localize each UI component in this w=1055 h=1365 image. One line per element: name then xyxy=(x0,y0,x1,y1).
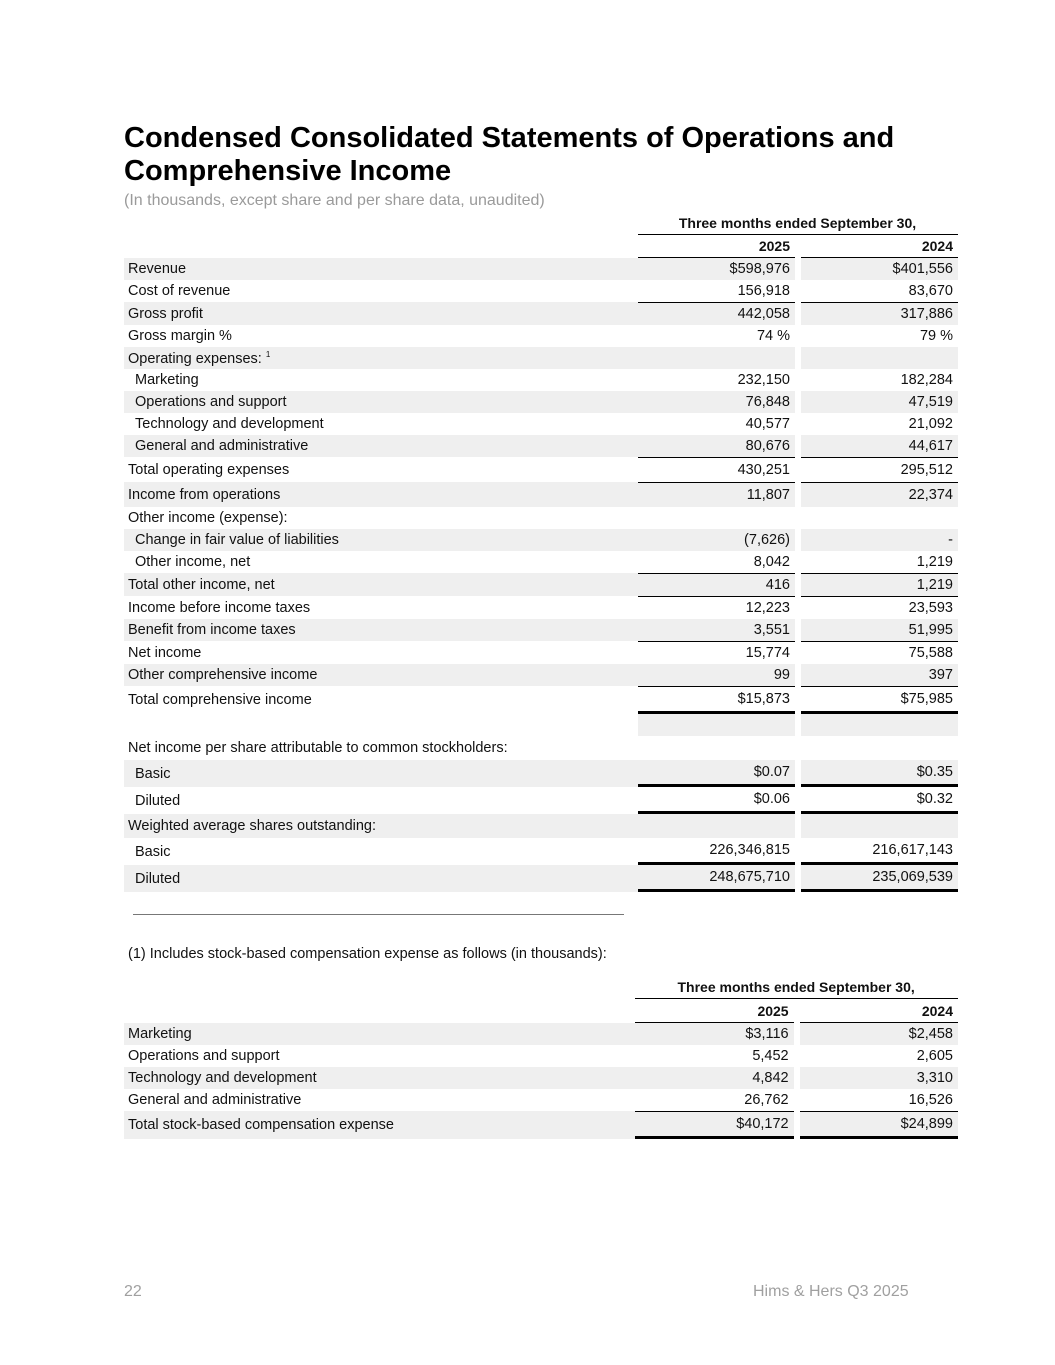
value-2025: 11,807 xyxy=(638,482,795,507)
value-2024: 235,069,539 xyxy=(801,865,958,892)
table-row xyxy=(124,1089,958,1111)
row-label: Revenue xyxy=(124,258,638,280)
value-2024: 1,219 xyxy=(916,554,953,570)
value-2025: 99 xyxy=(638,664,795,686)
page-title: Condensed Consolidated Statements of Operations and Comprehensive Income xyxy=(124,122,895,187)
value-2024: 397 xyxy=(801,664,958,686)
value-2025: 232,150 xyxy=(737,372,790,388)
value-2025: $3,116 xyxy=(635,1023,793,1045)
row-label: Technology and development xyxy=(135,416,324,432)
row-label: Cost of revenue xyxy=(128,283,231,299)
value-2024: 295,512 xyxy=(801,457,958,482)
value-2025: 12,223 xyxy=(638,596,795,619)
value-2025: $15,873 xyxy=(638,686,795,714)
table-row xyxy=(124,369,958,391)
value-2025: 248,675,710 xyxy=(638,865,795,892)
value-2024: 216,617,143 xyxy=(801,838,958,865)
row-label: Basic xyxy=(124,760,638,787)
value-2025: 80,676 xyxy=(638,435,795,457)
value-2025: $40,172 xyxy=(635,1111,793,1139)
table-row xyxy=(124,838,958,865)
value-2025: 26,762 xyxy=(744,1092,789,1108)
value-2024: 44,617 xyxy=(801,435,958,457)
row-label: Operations and support xyxy=(128,1048,280,1064)
row-label: Marketing xyxy=(124,1023,635,1045)
row-label: Total comprehensive income xyxy=(128,692,312,708)
value-2024: 83,670 xyxy=(908,283,953,299)
value-2025: (7,626) xyxy=(638,529,795,551)
table-row xyxy=(124,1023,958,1045)
row-label: Operations and support xyxy=(124,391,638,413)
table-row xyxy=(124,619,958,641)
row-label: Income from operations xyxy=(124,482,638,507)
row-label: Income before income taxes xyxy=(128,599,311,616)
year-2024-header: 2024 xyxy=(801,235,958,258)
page-subtitle: (In thousands, except share and per share data, unaudited) xyxy=(124,192,545,209)
row-label: General and administrative xyxy=(128,1092,302,1108)
value-2024: 1,219 xyxy=(801,573,958,596)
value-2024: 16,526 xyxy=(908,1092,953,1108)
row-label: Technology and development xyxy=(124,1067,635,1089)
table-row xyxy=(124,865,958,892)
value-2025: 226,346,815 xyxy=(638,838,795,865)
row-label: Total other income, net xyxy=(124,573,638,596)
page-number: 22 xyxy=(124,1283,142,1300)
sbc-year-2025-header: 2025 xyxy=(635,999,793,1023)
value-2025: 76,848 xyxy=(638,391,795,413)
table-row xyxy=(124,435,958,457)
table-row xyxy=(124,529,958,551)
value-2024: 47,519 xyxy=(801,391,958,413)
table-row xyxy=(124,413,958,435)
table-row xyxy=(124,482,958,507)
table-row xyxy=(124,1111,958,1139)
row-label: Basic xyxy=(135,843,171,860)
row-label: Weighted average shares outstanding: xyxy=(124,814,638,838)
footnote-ref: 1 xyxy=(265,349,271,359)
sbc-period-header: Three months ended September 30, xyxy=(635,976,958,999)
value-2024: 3,310 xyxy=(800,1067,958,1089)
row-label: Gross margin % xyxy=(128,328,232,344)
table-row xyxy=(124,258,958,280)
table-row xyxy=(124,302,958,325)
table-row xyxy=(124,507,958,529)
sbc-table xyxy=(124,976,958,1139)
table-row xyxy=(124,596,958,619)
value-2024: $0.35 xyxy=(801,760,958,787)
value-2025: 3,551 xyxy=(638,619,795,641)
value-2025: 74 % xyxy=(756,328,790,344)
value-2025: $0.06 xyxy=(638,787,795,814)
value-2025: 4,842 xyxy=(635,1067,793,1089)
value-2024: 317,886 xyxy=(801,302,958,325)
value-2024: 2,605 xyxy=(916,1048,953,1064)
value-2024: 51,995 xyxy=(801,619,958,641)
table-row xyxy=(124,664,958,686)
period-header: Three months ended September 30, xyxy=(638,212,958,235)
table-row xyxy=(124,686,958,714)
table-row xyxy=(124,814,958,838)
table-row xyxy=(124,787,958,814)
value-2025: 5,452 xyxy=(752,1048,789,1064)
table-row xyxy=(124,457,958,482)
row-label: Change in fair value of liabilities xyxy=(124,529,638,551)
value-2024: $75,985 xyxy=(801,686,958,714)
row-label: Other income, net xyxy=(135,554,251,570)
value-2025: 430,251 xyxy=(638,457,795,482)
sbc-year-2024-header: 2024 xyxy=(800,999,958,1023)
value-2025: 40,577 xyxy=(745,416,790,432)
value-2024: 22,374 xyxy=(801,482,958,507)
value-2024: 23,593 xyxy=(801,596,958,619)
row-label: Net income xyxy=(128,644,202,661)
row-label: Other income (expense): xyxy=(128,510,288,526)
value-2025: $598,976 xyxy=(638,258,795,280)
value-2024: 182,284 xyxy=(900,372,953,388)
row-label: General and administrative xyxy=(124,435,638,457)
value-2024: - xyxy=(801,529,958,551)
table-row xyxy=(124,280,958,302)
value-2025: 442,058 xyxy=(638,302,795,325)
value-2024: $401,556 xyxy=(801,258,958,280)
value-2024: 75,588 xyxy=(801,641,958,664)
table-row xyxy=(124,736,958,760)
year-2025-header: 2025 xyxy=(638,235,795,258)
table-row xyxy=(124,325,958,347)
value-2025: 8,042 xyxy=(753,554,790,570)
value-2025: 15,774 xyxy=(638,641,795,664)
footer-brand: Hims & Hers Q3 2025 xyxy=(753,1283,909,1300)
value-2025: 416 xyxy=(638,573,795,596)
table-row xyxy=(124,551,958,573)
table-row xyxy=(124,1067,958,1089)
row-label: Benefit from income taxes xyxy=(124,619,638,641)
spacer-row xyxy=(124,714,958,736)
row-label: Marketing xyxy=(135,372,199,388)
statement-table xyxy=(124,212,958,892)
table-row xyxy=(124,1045,958,1067)
table-row xyxy=(124,391,958,413)
table-row xyxy=(124,641,958,664)
row-label: Total operating expenses xyxy=(128,461,290,478)
row-label: Diluted xyxy=(135,792,181,809)
row-label: Net income per share attributable to common stockholders: xyxy=(128,740,508,756)
value-2024: $24,899 xyxy=(800,1111,958,1139)
row-label: Diluted xyxy=(124,865,638,892)
footnote-divider xyxy=(133,914,624,915)
value-2025: 156,918 xyxy=(737,283,790,299)
value-2024: 21,092 xyxy=(908,416,953,432)
table-row xyxy=(124,573,958,596)
row-label: Gross profit xyxy=(124,302,638,325)
footnote-text: (1) Includes stock-based compensation expense as follows (in thousands): xyxy=(128,946,607,962)
row-label: Total stock-based compensation expense xyxy=(124,1111,635,1139)
row-label: Other comprehensive income xyxy=(124,664,638,686)
value-2024: $2,458 xyxy=(800,1023,958,1045)
value-2024: $0.32 xyxy=(801,787,958,814)
value-2024: 79 % xyxy=(919,328,953,344)
row-label: Operating expenses: $^1$ xyxy=(124,347,638,369)
table-row xyxy=(124,760,958,787)
value-2025: $0.07 xyxy=(638,760,795,787)
table-row xyxy=(124,347,958,369)
